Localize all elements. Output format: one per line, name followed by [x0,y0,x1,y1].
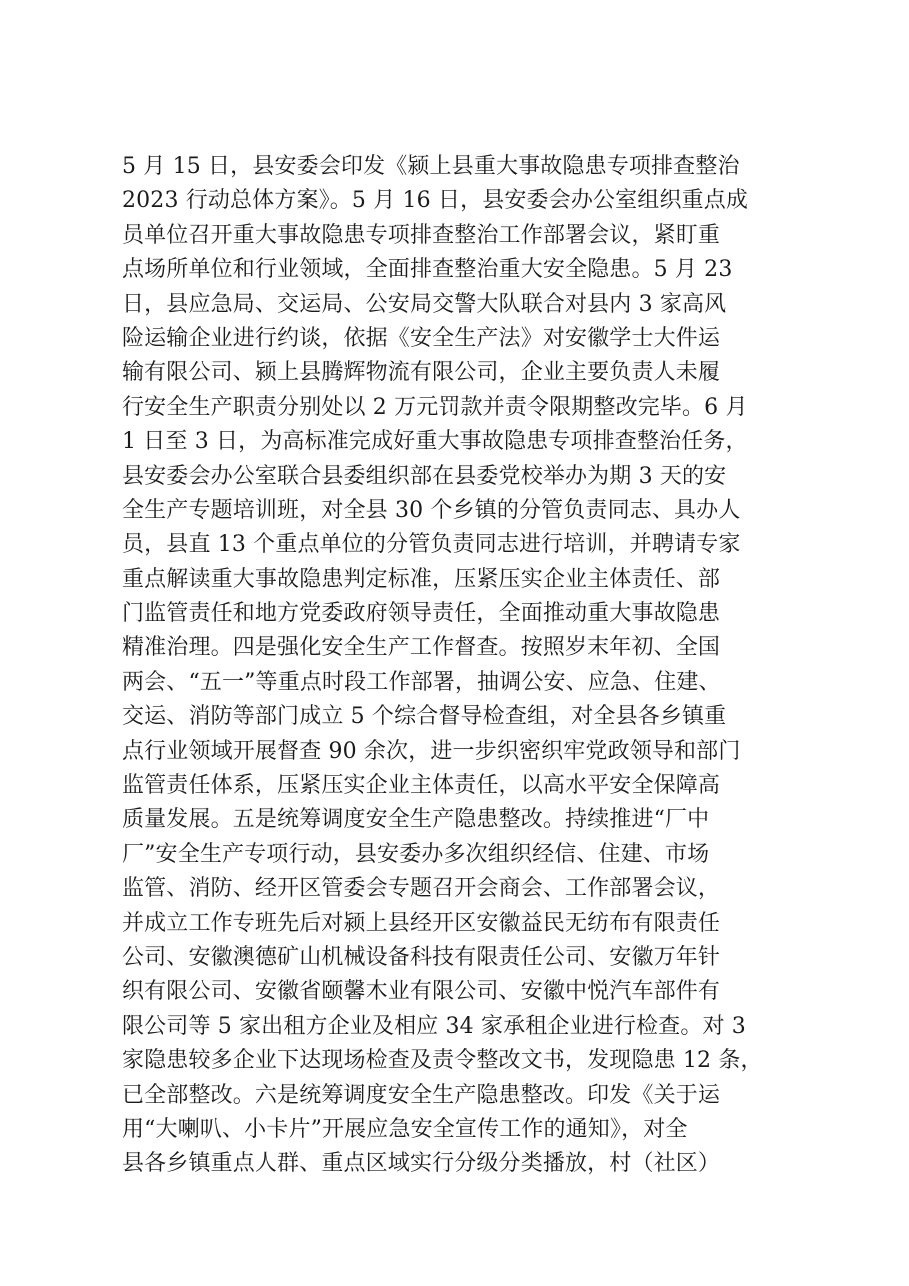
text-line: 家隐患较多企业下达现场检查及责令整改文书，发现隐患 12 条， [122,1048,763,1074]
text-line: 监管、消防、经开区管委会专题召开会商会、工作部署会议， [122,876,721,902]
text-line: 门监管责任和地方党委政府领导责任，全面推动重大事故隐患 [122,601,721,627]
text-line: 重点解读重大事故隐患判定标准，压紧压实企业主体责任、部 [122,566,721,592]
text-line: 点行业领域开展督查 90 余次，进一步织密织牢党政领导和部门 [122,738,741,764]
text-line: 输有限公司、颍上县腾辉物流有限公司，企业主要负责人未履 [122,360,721,386]
text-line: 县各乡镇重点人群、重点区域实行分级分类播放，村（社区） [122,1151,721,1177]
text-line: 质量发展。五是统筹调度安全生产隐患整改。持续推进“厂中 [122,807,710,833]
text-line: 2023 行动总体方案》。5 月 16 日，县安委会办公室组织重点成 [122,188,749,214]
text-line: 员单位召开重大事故隐患专项排查整治工作部署会议，紧盯重 [122,222,721,248]
text-line: 精准治理。四是强化安全生产工作督查。按照岁末年初、全国 [122,635,721,661]
text-line: 厂”安全生产专项行动，县安委办多次组织经信、住建、市场 [122,841,710,867]
text-line: 用“大喇叭、小卡片”开展应急安全宣传工作的通知》，对全 [122,1116,688,1142]
text-line: 两会、“五一”等重点时段工作部署，抽调公安、应急、住建、 [122,669,721,695]
text-line: 1 日至 3 日，为高标准完成好重大事故隐患专项排查整治任务， [122,429,748,455]
text-line: 监管责任体系，压紧压实企业主体责任，以高水平安全保障高 [122,773,721,799]
text-line: 全生产专题培训班，对全县 30 个乡镇的分管负责同志、具办人 [122,497,741,523]
body-paragraph [122,150,802,1182]
text-line: 5 月 15 日，县安委会印发《颍上县重大事故隐患专项排查整治 [122,154,740,179]
text-line: 交运、消防等部门成立 5 个综合督导检查组，对全县各乡镇重 [122,704,727,730]
text-line: 织有限公司、安徽省颐馨木业有限公司、安徽中悦汽车部件有 [122,979,721,1005]
text-line: 已全部整改。六是统筹调度安全生产隐患整改。印发《关于运 [122,1082,721,1108]
text-line: 员，县直 13 个重点单位的分管负责同志进行培训，并聘请专家 [122,532,741,558]
text-line: 县安委会办公室联合县委组织部在县委党校举办为期 3 天的安 [122,463,727,489]
text-line: 并成立工作专班先后对颍上县经开区安徽益民无纺布有限责任 [122,910,721,936]
text-line: 公司、安徽澳德矿山机械设备科技有限责任公司、安徽万年针 [122,944,721,970]
text-line: 限公司等 5 家出租方企业及相应 34 家承租企业进行检查。对 3 [122,1013,746,1039]
text-line: 行安全生产职责分别处以 2 万元罚款并责令限期整改完毕。6 月 [122,394,748,420]
text-line: 点场所单位和行业领域，全面排查整治重大安全隐患。5 月 23 [122,257,733,283]
text-line: 险运输企业进行约谈，依据《安全生产法》对安徽学士大件运 [122,325,721,351]
text-line: 日，县应急局、交运局、公安局交警大队联合对县内 3 家高风 [122,291,727,317]
